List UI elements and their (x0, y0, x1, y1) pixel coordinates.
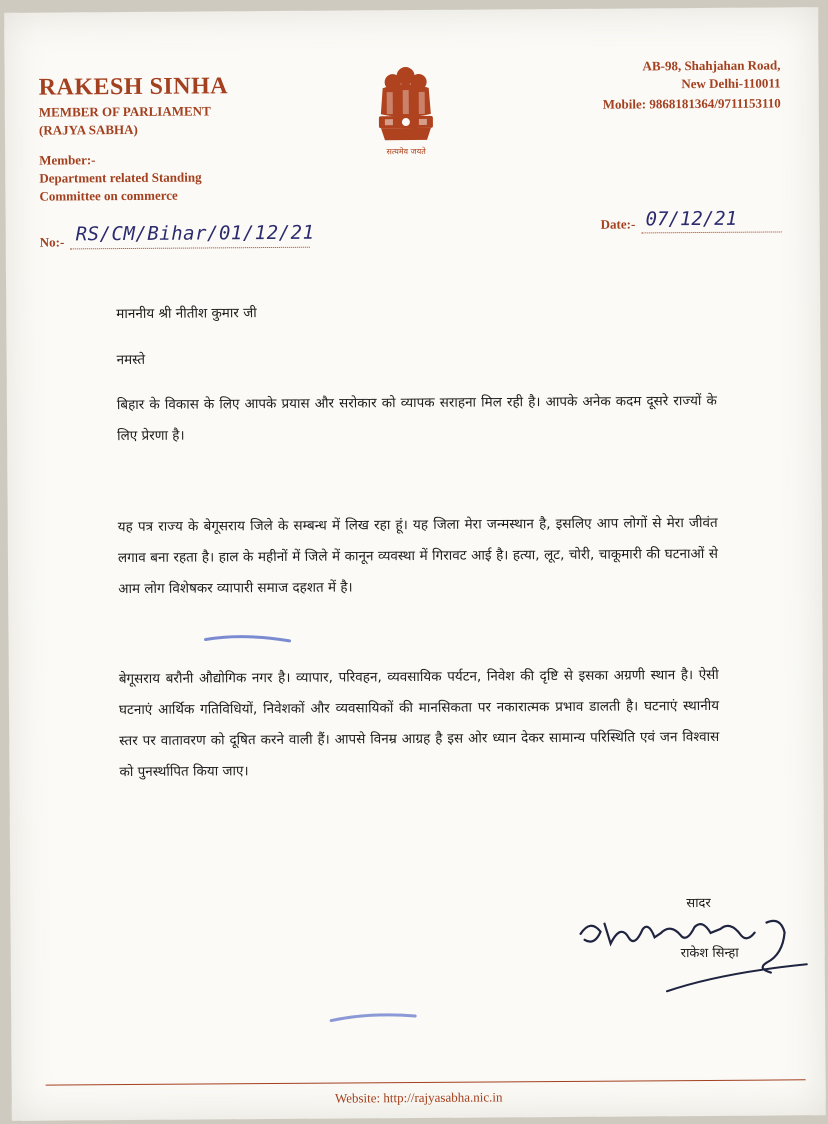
member-committee-line1: Department related Standing (39, 169, 202, 186)
date-dotted-line (642, 231, 782, 233)
pen-mark (203, 631, 293, 648)
greeting: नमस्ते (116, 351, 146, 369)
date-label: Date:- (600, 216, 636, 232)
pen-mark (329, 1010, 419, 1027)
reference-no-value: RS/CM/Bihar/01/12/21 (75, 221, 315, 246)
address-line1: AB-98, Shahjahan Road, (642, 57, 781, 74)
member-heading: Member:- (39, 152, 96, 168)
paragraph-2: यह पत्र राज्य के बेगूसराय जिले के सम्बन्ध में लिख रहा हूं। यह जिला मेरा जन्मस्थान है, इसलिए आप लोगों से मेरा जीवंत लगाव बना रहता है। हाल के महीनों में जिले में कानून व्यवस्था में गिरावट आई है। हत्या, लूट, चोरी, चाकूमारी की घटनाओं से आम लोग विशेषकर व्यापारी समाज दहशत में है। (117, 514, 718, 598)
paragraph-1: बिहार के विकास के लिए आपके प्रयास और सरोकार को व्यापक सराहना मिल रही है। आपके अनेक कदम दूसरे राज्यों के लिए प्रेरणा है। (116, 392, 717, 445)
sender-house: (RAJYA SABHA) (38, 121, 138, 138)
footer-website: Website: http://rajyasabha.nic.in (334, 1089, 503, 1106)
emblem-motto: सत्यमेव जयते (386, 146, 426, 157)
signature-name: राकेश सिन्हा (680, 945, 739, 962)
letter-page (4, 7, 826, 1121)
mobile-number: Mobile: 9868181364/9711153110 (602, 95, 781, 112)
member-committee-line2: Committee on commerce (39, 187, 178, 204)
date-value: 07/12/21 (645, 207, 738, 231)
address-line2: New Delhi-110011 (681, 75, 781, 92)
salutation: माननीय श्री नीतीश कुमार जी (116, 305, 257, 323)
signature-closing: सादर (686, 895, 711, 912)
sender-title: MEMBER OF PARLIAMENT (38, 103, 211, 120)
national-emblem-icon (370, 62, 441, 167)
reference-no-label: No:- (39, 234, 65, 250)
footer-divider (46, 1079, 806, 1085)
signature-block (570, 892, 811, 1004)
paragraph-3: बेगूसराय बरौनी औद्योगिक नगर है। व्यापार, परिवहन, व्यवसायिक पर्यटन, निवेश की दृष्टि से इसका अग्रणी स्थान है। ऐसी घटनाएं आर्थिक गतिविधियों, निवेशकों और व्यवसायिकों की मानसिकता पर नकारात्मक प्रभाव डालती है। घटनाएं स्थानीय स्तर पर वातावरण को दूषित करने वाली हैं। आपसे विनम्र आग्रह है इस ओर ध्यान देकर सामान्य परिस्थिति एवं जन विश्वास को पुनर्स्थापित किया जाए। (118, 666, 720, 781)
sender-name: RAKESH SINHA (38, 73, 229, 101)
reference-dotted-line (70, 247, 310, 250)
